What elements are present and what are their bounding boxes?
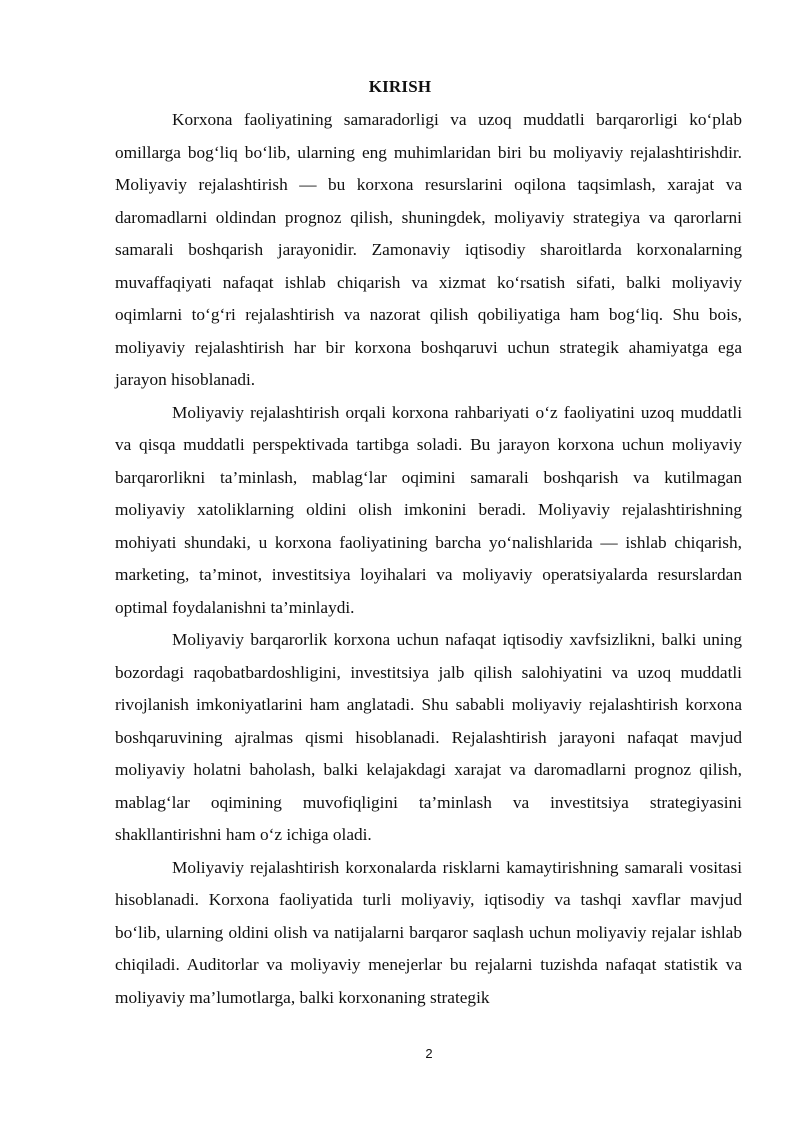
paragraph-1: Korxona faoliyatining samaradorligi va uzoq muddatli barqarorligi ko‘plab omillarga bog‘liq bo‘lib, ularning eng muhimlaridan biri bu moliyaviy rejalashtirishdir. Moliyaviy rejalashtirish — bu korxona resurslarini oqilona taqsimlash, xarajat va daromadlarni oldindan prognoz qilish, shuningdek, moliyaviy strategiya va qarorlarni samarali boshqarish jarayonidir. Zamonaviy iqtisodiy sharoitlarda korxonalarning muvaffaqiyati nafaqat ishlab chiqarish va xizmat ko‘rsatish sifati, balki moliyaviy oqimlarni to‘g‘ri rejalashtirish va nazorat qilish qobiliyatiga ham bog‘liq. Shu bois, moliyaviy rejalashtirish har bir korxona boshqaruvi uchun strategik ahamiyatga ega jarayon hisoblanadi.	[115, 110, 742, 389]
paragraph-3: Moliyaviy barqarorlik korxona uchun nafaqat iqtisodiy xavfsizlikni, balki uning bozordagi raqobatbardoshligini, investitsiya jalb qilish salohiyatini va uzoq muddatli rivojlanish imkoniyatlarini ham anglatadi. Shu sababli moliyaviy rejalashtirish korxona boshqaruvining ajralmas qismi hisoblanadi. Rejalashtirish jarayoni nafaqat mavjud moliyaviy holatni baholash, balki kelajakdagi xarajat va daromadlarni prognoz qilish, mablag‘lar oqimining muvofiqligini ta’minlash va investitsiya strategiyasini shakllantirishni ham o‘z ichiga oladi.	[115, 630, 742, 844]
body-text	[115, 104, 742, 1014]
paragraph-2: Moliyaviy rejalashtirish orqali korxona rahbariyati o‘z faoliyatini uzoq muddatli va qisqa muddatli perspektivada tartibga soladi. Bu jarayon korxona uchun moliyaviy barqarorlikni ta’minlash, mablag‘lar oqimini samarali boshqarish va kutilmagan moliyaviy xatoliklarning oldini olish imkonini beradi. Moliyaviy rejalashtirishning mohiyati shundaki, u korxona faoliyatining barcha yo‘nalishlarida — ishlab chiqarish, marketing, ta’minot, investitsiya loyihalari va moliyaviy operatsiyalarda resurslardan optimal foydalanishni ta’minlaydi.	[115, 402, 742, 617]
paragraph-4: Moliyaviy rejalashtirish korxonalarda risklarni kamaytirishning samarali vositasi hisoblanadi. Korxona faoliyatida turli moliyaviy, iqtisodiy va tashqi xavflar mavjud bo‘lib, ularning oldini olish va natijalarni barqaror saqlash uchun moliyaviy rejalar ishlab chiqiladi. Auditorlar va moliyaviy menejerlar bu rejalarni tuzishda nafaqat statistik va moliyaviy ma’lumotlarga, balki korxonaning strategik	[115, 857, 742, 1007]
page-number: 2	[425, 1046, 433, 1061]
page-title: KIRISH	[368, 77, 432, 96]
